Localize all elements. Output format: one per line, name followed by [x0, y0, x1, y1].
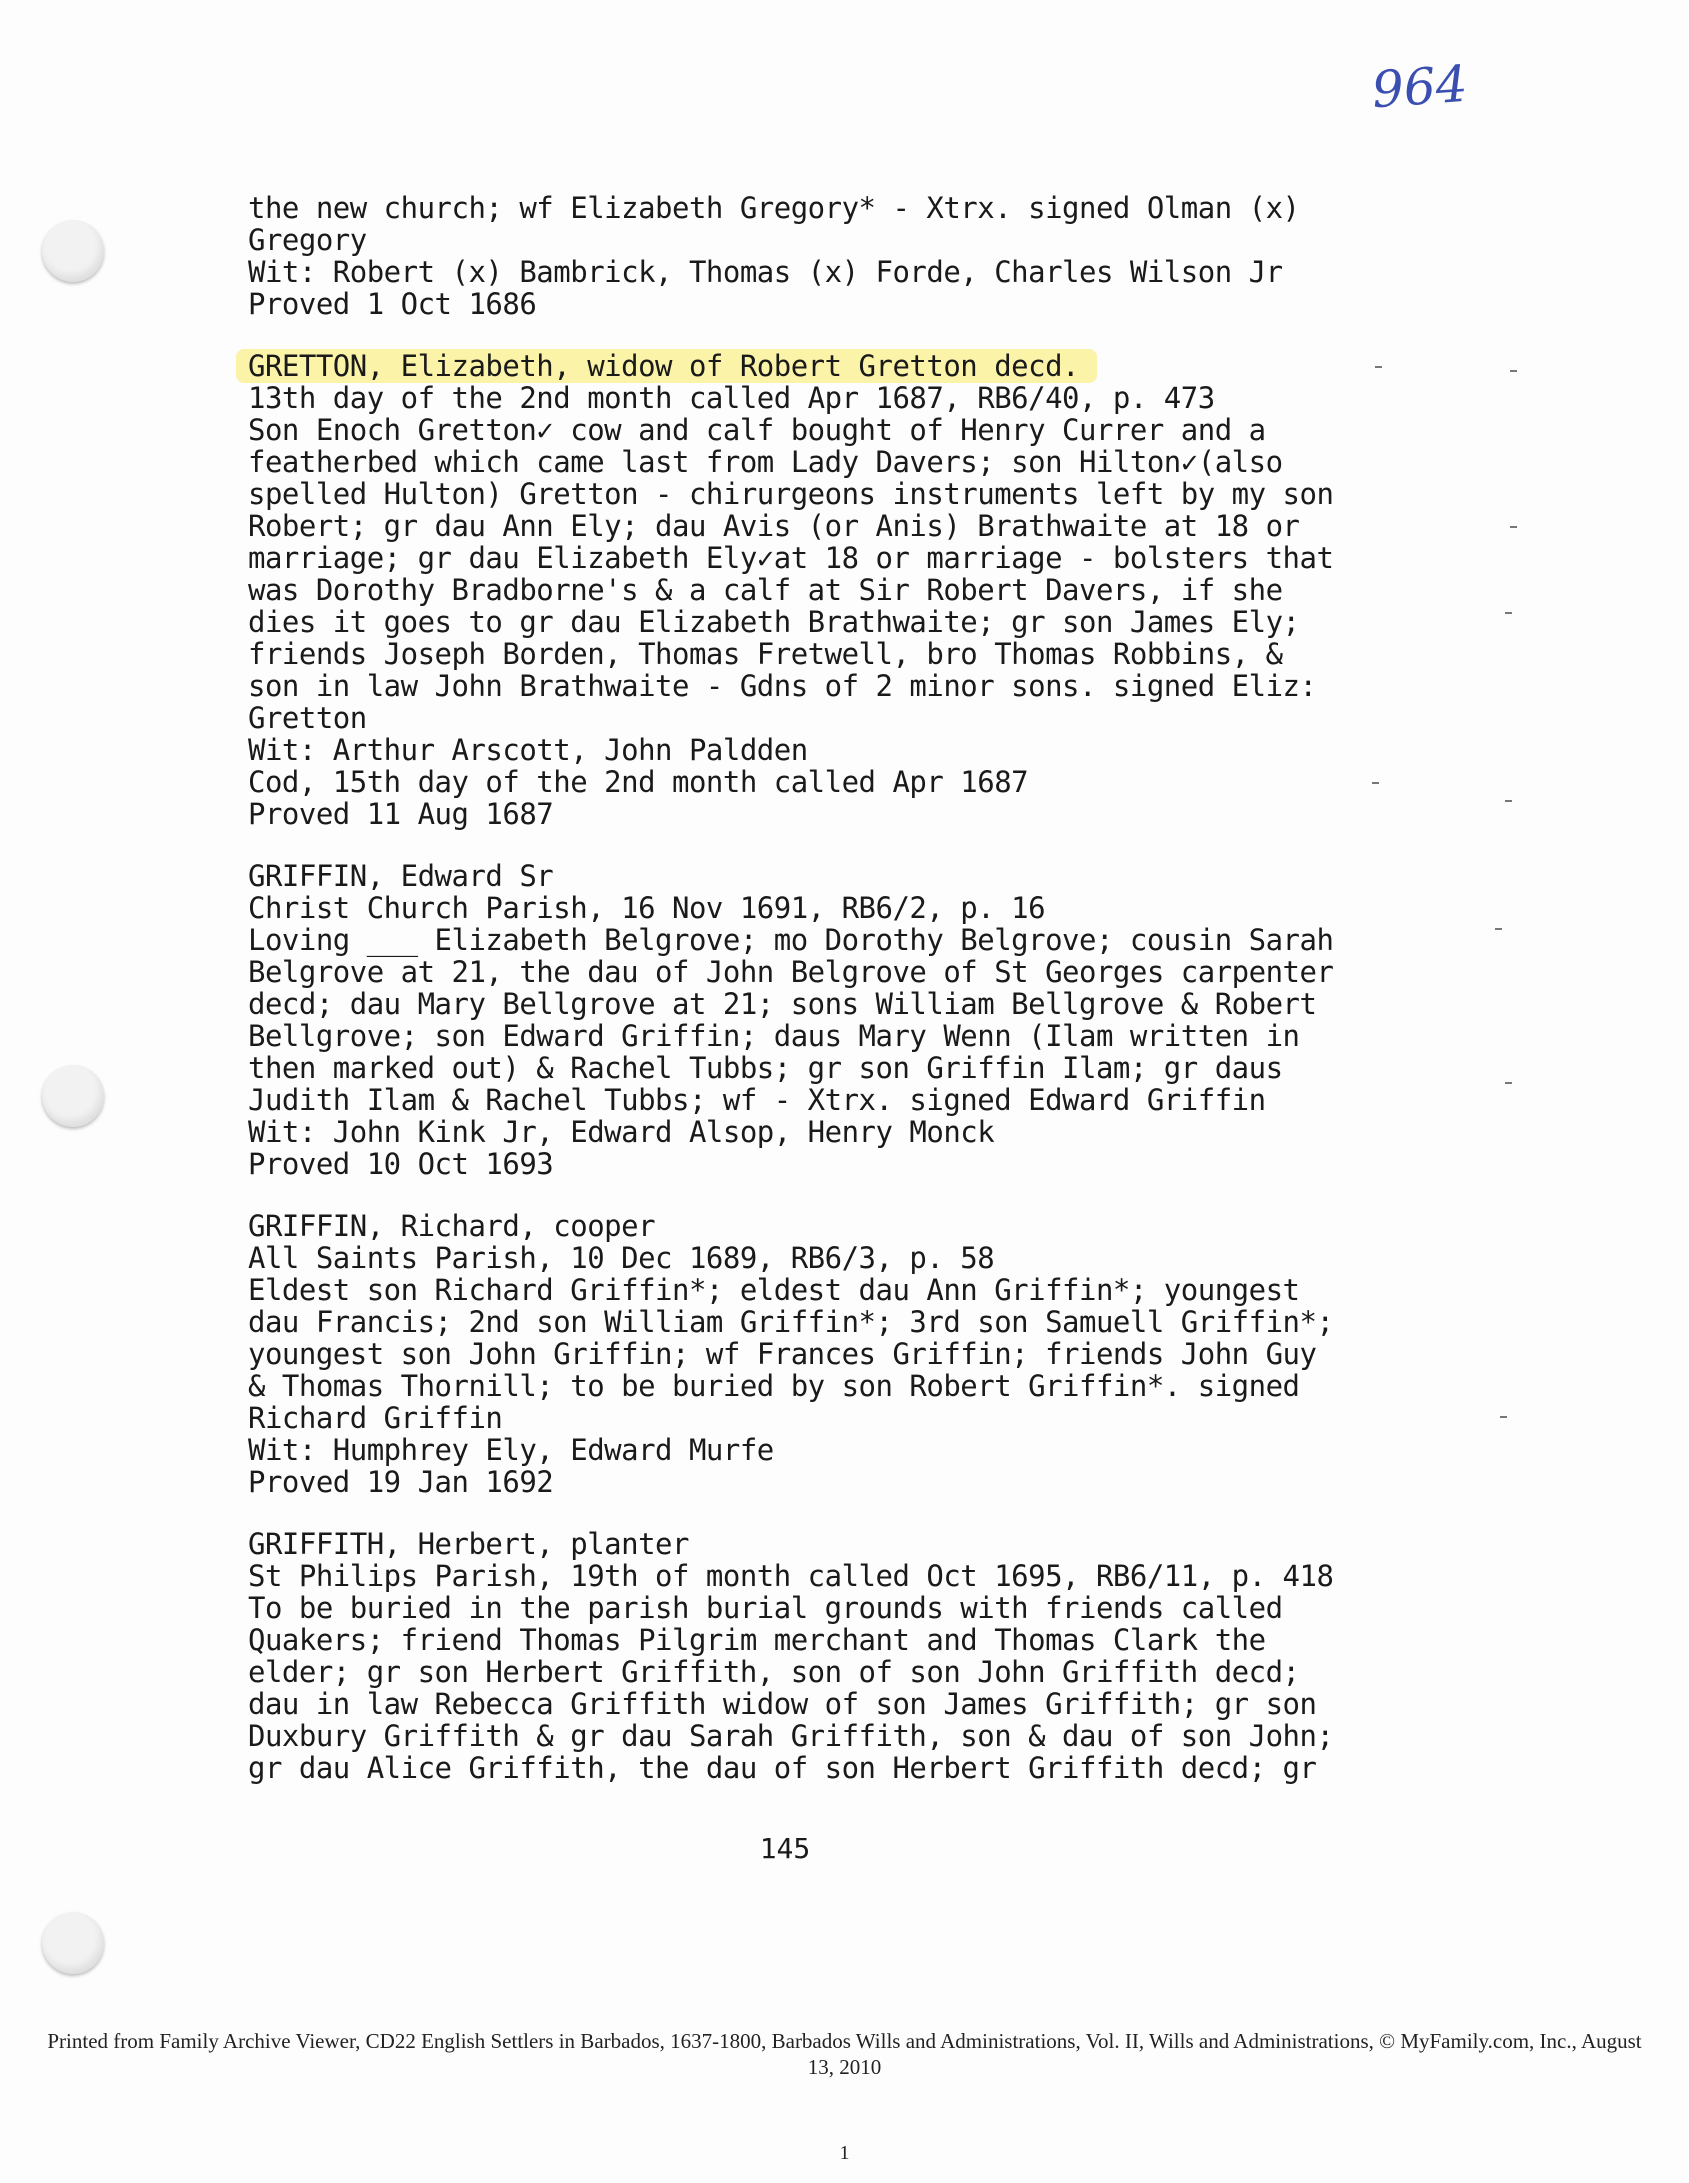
entry-line: dau in law Rebecca Griffith widow of son James Griffith; gr son [248, 1687, 1317, 1721]
entry-line: Judith Ilam & Rachel Tubbs; wf - Xtrx. signed Edward Griffin [248, 1083, 1266, 1117]
entry-line: All Saints Parish, 10 Dec 1689, RB6/3, p. 58 [248, 1241, 995, 1275]
entry-line: Gregory [248, 223, 367, 257]
entry-line: St Philips Parish, 19th of month called Oct 1695, RB6/11, p. 418 [248, 1559, 1334, 1593]
entry-line: Eldest son Richard Griffin*; eldest dau Ann Griffin*; youngest [248, 1273, 1300, 1307]
entry-line: Belgrove at 21, the dau of John Belgrove of St Georges carpenter [248, 955, 1334, 989]
entry-line: spelled Hulton) Gretton - chirurgeons instruments left by my son [248, 477, 1334, 511]
margin-mark [1505, 612, 1512, 614]
entry-line: was Dorothy Bradborne's & a calf at Sir Robert Davers, if she [248, 573, 1283, 607]
margin-mark [1510, 370, 1517, 372]
entry-line: dau Francis; 2nd son William Griffin*; 3rd son Samuell Griffin*; [248, 1305, 1334, 1339]
entry-line: GRIFFITH, Herbert, planter [248, 1527, 689, 1561]
binder-hole [42, 220, 104, 282]
entry-line: elder; gr son Herbert Griffith, son of son John Griffith decd; [248, 1655, 1300, 1689]
print-footer: Printed from Family Archive Viewer, CD22 English Settlers in Barbados, 1637-1800, Barbados Wills and Administrations, Vol. II, Wills and Administrations, © MyFamily.com, Inc., August 13, 2010 [47, 2029, 1642, 2079]
entry-line: Quakers; friend Thomas Pilgrim merchant and Thomas Clark the [248, 1623, 1266, 1657]
entry-line: Bellgrove; son Edward Griffin; daus Mary Wenn (Ilam written in [248, 1019, 1300, 1053]
entry-line: Gretton [248, 701, 367, 735]
entry-line: decd; dau Mary Bellgrove at 21; sons William Bellgrove & Robert [248, 987, 1317, 1021]
entry-line: GRIFFIN, Richard, cooper [248, 1209, 656, 1243]
entry-line: gr dau Alice Griffith, the dau of son Herbert Griffith decd; gr [248, 1751, 1317, 1785]
entry-line: Proved 11 Aug 1687 [248, 797, 554, 831]
footer-page-number: 1 [839, 2142, 850, 2164]
entry-line: Son Enoch Gretton✓ cow and calf bought of Henry Currer and a [248, 413, 1266, 447]
entry-line: marriage; gr dau Elizabeth Ely✓at 18 or marriage - bolsters that [248, 541, 1334, 575]
entry-line: Wit: Robert (x) Bambrick, Thomas (x) Forde, Charles Wilson Jr [248, 255, 1283, 289]
margin-mark [1505, 800, 1512, 802]
margin-mark [1500, 1416, 1507, 1418]
entry-line: Duxbury Griffith & gr dau Sarah Griffith, son & dau of son John; [248, 1719, 1334, 1753]
entry-line: GRIFFIN, Edward Sr [248, 859, 554, 893]
handwritten-page-number: 964 [1370, 54, 1470, 120]
will-entry [248, 192, 1448, 320]
entry-line: Robert; gr dau Ann Ely; dau Avis (or Anis) Brathwaite at 18 or [248, 509, 1300, 543]
entry-line: & Thomas Thornill; to be buried by son Robert Griffin*. signed [248, 1369, 1300, 1403]
entry-line: then marked out) & Rachel Tubbs; gr son Griffin Ilam; gr daus [248, 1051, 1283, 1085]
entry-line: Christ Church Parish, 16 Nov 1691, RB6/2, p. 16 [248, 891, 1046, 925]
entry-line: dies it goes to gr dau Elizabeth Brathwaite; gr son James Ely; [248, 605, 1300, 639]
will-entry [248, 1210, 1448, 1498]
will-entry [248, 350, 1448, 830]
entry-heading [248, 350, 1448, 382]
entry-line: youngest son John Griffin; wf Frances Griffin; friends John Guy [248, 1337, 1317, 1371]
will-entry [248, 1528, 1448, 1784]
entry-line: friends Joseph Borden, Thomas Fretwell, bro Thomas Robbins, & [248, 637, 1283, 671]
entry-line: Wit: Humphrey Ely, Edward Murfe [248, 1433, 774, 1467]
binder-hole [42, 1065, 104, 1127]
document-body [248, 192, 1448, 1814]
entry-line: To be buried in the parish burial grounds with friends called [248, 1591, 1283, 1625]
typed-page-number: 145 [759, 1832, 811, 1865]
margin-mark [1510, 526, 1517, 528]
entry-line: Loving ___ Elizabeth Belgrove; mo Dorothy Belgrove; cousin Sarah [248, 923, 1334, 957]
binder-hole [42, 1912, 104, 1974]
entry-line: Richard Griffin [248, 1401, 503, 1435]
entry-line: the new church; wf Elizabeth Gregory* - Xtrx. signed Olman (x) [248, 191, 1300, 225]
entry-line: son in law John Brathwaite - Gdns of 2 minor sons. signed Eliz: [248, 669, 1317, 703]
margin-mark [1495, 928, 1502, 930]
entry-line: Wit: Arthur Arscott, John Paldden [248, 733, 808, 767]
margin-mark [1505, 1082, 1512, 1084]
entry-line: Proved 10 Oct 1693 [248, 1147, 554, 1181]
entry-line: featherbed which came last from Lady Davers; son Hilton✓(also [248, 445, 1283, 479]
entry-line: Proved 19 Jan 1692 [248, 1465, 554, 1499]
entry-line: 13th day of the 2nd month called Apr 1687, RB6/40, p. 473 [248, 381, 1215, 415]
entry-line: Wit: John Kink Jr, Edward Alsop, Henry Monck [248, 1115, 995, 1149]
entry-line: Cod, 15th day of the 2nd month called Apr 1687 [248, 765, 1029, 799]
highlighted-heading: GRETTON, Elizabeth, widow of Robert Gretton decd. [236, 349, 1097, 383]
will-entry [248, 860, 1448, 1180]
entry-line: Proved 1 Oct 1686 [248, 287, 537, 321]
